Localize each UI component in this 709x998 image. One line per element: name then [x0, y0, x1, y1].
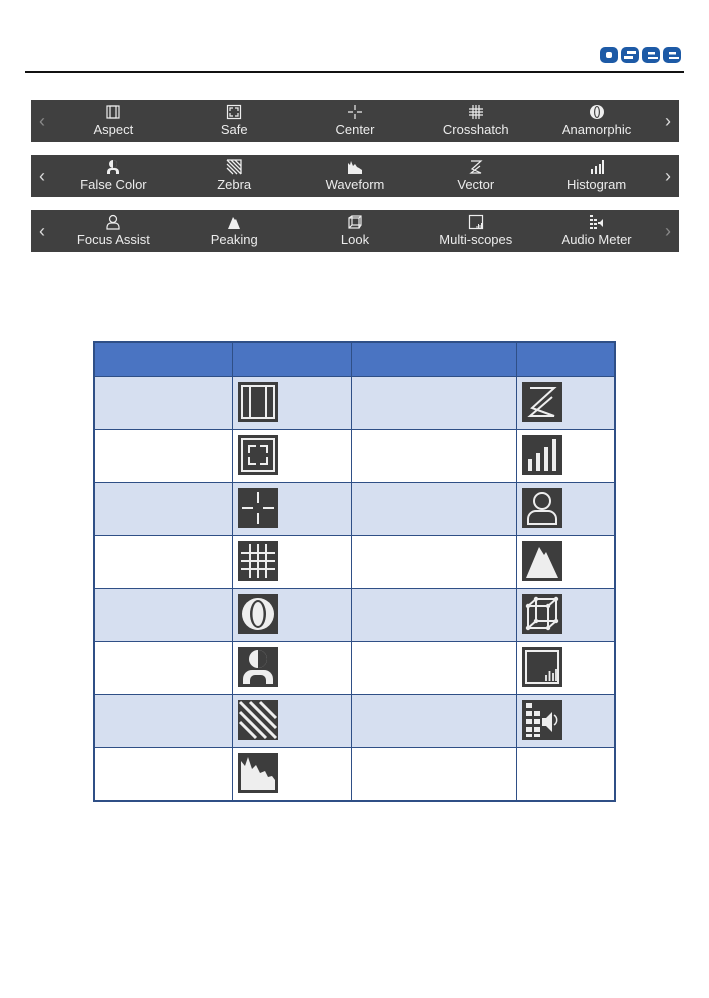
- next-page-button[interactable]: ›: [665, 110, 671, 131]
- focus-assist-button[interactable]: [53, 210, 174, 252]
- multi-scopes-button[interactable]: [415, 210, 536, 252]
- table-row: [94, 695, 615, 748]
- multi-scopes-label: Multi-scopes: [439, 232, 513, 247]
- vector-label: Vector: [457, 177, 495, 192]
- focus-assist-label: Focus Assist: [76, 232, 150, 247]
- header-cell: [233, 342, 352, 377]
- prev-page-button[interactable]: ‹: [39, 165, 45, 186]
- look-icon: [347, 214, 363, 230]
- look-label: Look: [340, 232, 370, 247]
- table-row: [94, 748, 615, 802]
- peaking-label: Peaking: [210, 232, 258, 247]
- safe-icon: [226, 104, 242, 120]
- center-label: Center: [335, 122, 375, 137]
- multi-scopes-icon: [468, 214, 484, 230]
- histogram-label: Histogram: [566, 177, 627, 192]
- header-cell: [352, 342, 517, 377]
- audio-meter-button[interactable]: [536, 210, 657, 252]
- table-row: [94, 377, 615, 430]
- crosshatch-button[interactable]: [415, 100, 536, 142]
- header-rule: [25, 71, 684, 73]
- focus-assist-icon: [105, 214, 121, 230]
- header-cell: [517, 342, 616, 377]
- audio-meter-label: Audio Meter: [561, 232, 632, 247]
- audio-meter-icon: [522, 700, 562, 740]
- aspect-button[interactable]: [53, 100, 174, 142]
- crosshatch-icon: [468, 104, 484, 120]
- toolbar-page-2: [31, 155, 679, 197]
- focus-assist-icon: [522, 488, 562, 528]
- osee-logo: [600, 44, 682, 66]
- zebra-button[interactable]: [174, 155, 295, 197]
- safe-icon: [238, 435, 278, 475]
- aspect-icon: [105, 104, 121, 120]
- icon-table: [93, 341, 616, 802]
- toolbar-page-1: [31, 100, 679, 142]
- prev-page-button[interactable]: ‹: [39, 110, 45, 131]
- false-color-icon: [105, 159, 121, 175]
- anamorphic-icon: [589, 104, 605, 120]
- crosshatch-icon: [238, 541, 278, 581]
- false-color-label: False Color: [80, 177, 147, 192]
- safe-label: Safe: [220, 122, 248, 137]
- next-page-button[interactable]: ›: [665, 165, 671, 186]
- anamorphic-label: Anamorphic: [561, 122, 632, 137]
- table-row: [94, 430, 615, 483]
- center-icon: [238, 488, 278, 528]
- histogram-button[interactable]: [536, 155, 657, 197]
- safe-button[interactable]: [174, 100, 295, 142]
- header-cell: [94, 342, 233, 377]
- center-icon: [347, 104, 363, 120]
- toolbar-page-3: [31, 210, 679, 252]
- anamorphic-button[interactable]: [536, 100, 657, 142]
- peaking-icon: [522, 541, 562, 581]
- table-row: [94, 536, 615, 589]
- aspect-icon: [238, 382, 278, 422]
- zebra-label: Zebra: [217, 177, 252, 192]
- peaking-button[interactable]: [174, 210, 295, 252]
- look-icon: [522, 594, 562, 634]
- vector-icon: [468, 159, 484, 175]
- waveform-label: Waveform: [325, 177, 385, 192]
- prev-page-button[interactable]: ‹: [39, 220, 45, 241]
- histogram-icon: [589, 159, 605, 175]
- multi-scopes-icon: [522, 647, 562, 687]
- table-row: [94, 483, 615, 536]
- vector-button[interactable]: [415, 155, 536, 197]
- center-button[interactable]: [295, 100, 416, 142]
- table-row: [94, 642, 615, 695]
- next-page-button[interactable]: ›: [665, 220, 671, 241]
- false-color-icon: [238, 647, 278, 687]
- waveform-icon: [238, 753, 278, 793]
- audio-meter-icon: [589, 214, 605, 230]
- look-button[interactable]: [295, 210, 416, 252]
- vector-icon: [522, 382, 562, 422]
- table-header-row: [94, 342, 615, 377]
- peaking-icon: [226, 214, 242, 230]
- zebra-icon: [238, 700, 278, 740]
- waveform-icon: [347, 159, 363, 175]
- false-color-button[interactable]: [53, 155, 174, 197]
- aspect-label: Aspect: [93, 122, 134, 137]
- histogram-icon: [522, 435, 562, 475]
- zebra-icon: [226, 159, 242, 175]
- table-row: [94, 589, 615, 642]
- crosshatch-label: Crosshatch: [442, 122, 509, 137]
- anamorphic-icon: [238, 594, 278, 634]
- waveform-button[interactable]: [295, 155, 416, 197]
